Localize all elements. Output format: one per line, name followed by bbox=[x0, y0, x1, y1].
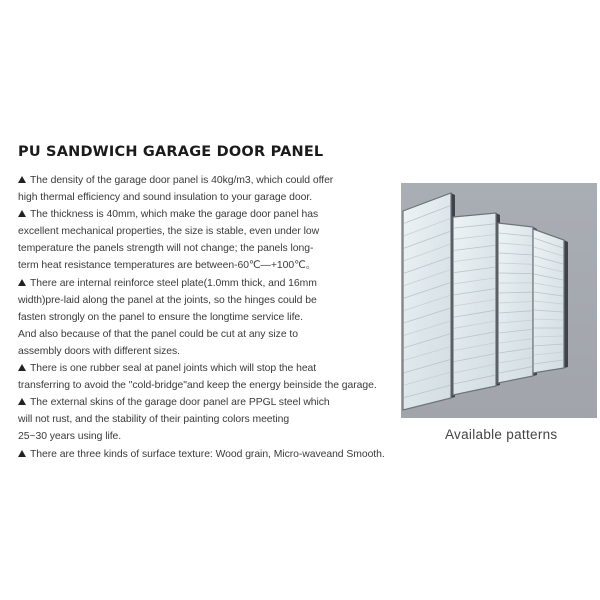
feature-line bbox=[18, 411, 408, 428]
feature-line bbox=[18, 343, 408, 360]
feature-line-text: assembly doors with different sizes. bbox=[18, 345, 181, 357]
feature-line bbox=[18, 394, 408, 411]
feature-line-text: will not rust, and the stability of their painting colors meeting bbox=[18, 414, 290, 426]
feature-line bbox=[18, 206, 408, 223]
feature-line-text: 25~30 years using life. bbox=[18, 431, 122, 443]
feature-line-text: temperature the panels strength will not change; the panels long- bbox=[18, 243, 314, 255]
feature-line-text: The thickness is 40mm, which make the garage door panel has bbox=[30, 209, 319, 221]
feature-line-text: There is one rubber seal at panel joints which will stop the heat bbox=[30, 363, 317, 375]
door-panel-sample bbox=[403, 193, 451, 410]
feature-line-text: transferring to avoid the "cold-bridge"and keep the energy beinside the garage. bbox=[18, 380, 377, 392]
triangle-bullet-icon bbox=[18, 450, 26, 457]
feature-list bbox=[18, 172, 408, 463]
caption-available-patterns: Available patterns bbox=[445, 427, 558, 442]
feature-line-text: excellent mechanical properties, the size is stable, even under low bbox=[18, 226, 320, 238]
feature-line-text: And also because of that the panel could be cut at any size to bbox=[18, 328, 298, 340]
feature-line bbox=[18, 189, 408, 206]
feature-line-text: term heat resistance temperatures are between-60℃—+100℃。 bbox=[18, 260, 317, 272]
triangle-bullet-icon bbox=[18, 210, 26, 217]
feature-line bbox=[18, 309, 408, 326]
feature-line-text: high thermal efficiency and sound insulation to your garage door. bbox=[18, 192, 313, 204]
triangle-bullet-icon bbox=[18, 364, 26, 371]
feature-line bbox=[18, 292, 408, 309]
panel-samples-photo bbox=[401, 183, 597, 418]
door-panel-sample bbox=[453, 213, 496, 395]
feature-line-text: width)pre-laid along the panel at the joints, so the hinges could be bbox=[18, 294, 317, 306]
feature-line bbox=[18, 223, 408, 240]
triangle-bullet-icon bbox=[18, 176, 26, 183]
feature-line-text: There are three kinds of surface texture: Wood grain, Micro-waveand Smooth. bbox=[30, 448, 385, 460]
feature-line bbox=[18, 240, 408, 257]
feature-line bbox=[18, 428, 408, 445]
feature-line bbox=[18, 360, 408, 377]
feature-line bbox=[18, 172, 408, 189]
feature-line-text: fasten strongly on the panel to ensure the longtime service life. bbox=[18, 311, 303, 323]
feature-line-text: There are internal reinforce steel plate(1.0mm thick, and 16mm bbox=[30, 277, 317, 289]
page-title: PU SANDWICH GARAGE DOOR PANEL bbox=[18, 144, 324, 160]
feature-line bbox=[18, 446, 408, 463]
feature-line bbox=[18, 377, 408, 394]
feature-line bbox=[18, 257, 408, 274]
feature-line-text: The density of the garage door panel is 40kg/m3, which could offer bbox=[30, 175, 334, 186]
feature-line bbox=[18, 326, 408, 343]
triangle-bullet-icon bbox=[18, 279, 26, 286]
triangle-bullet-icon bbox=[18, 398, 26, 405]
feature-line bbox=[18, 275, 408, 292]
feature-line-text: The external skins of the garage door panel are PPGL steel which bbox=[30, 397, 330, 409]
